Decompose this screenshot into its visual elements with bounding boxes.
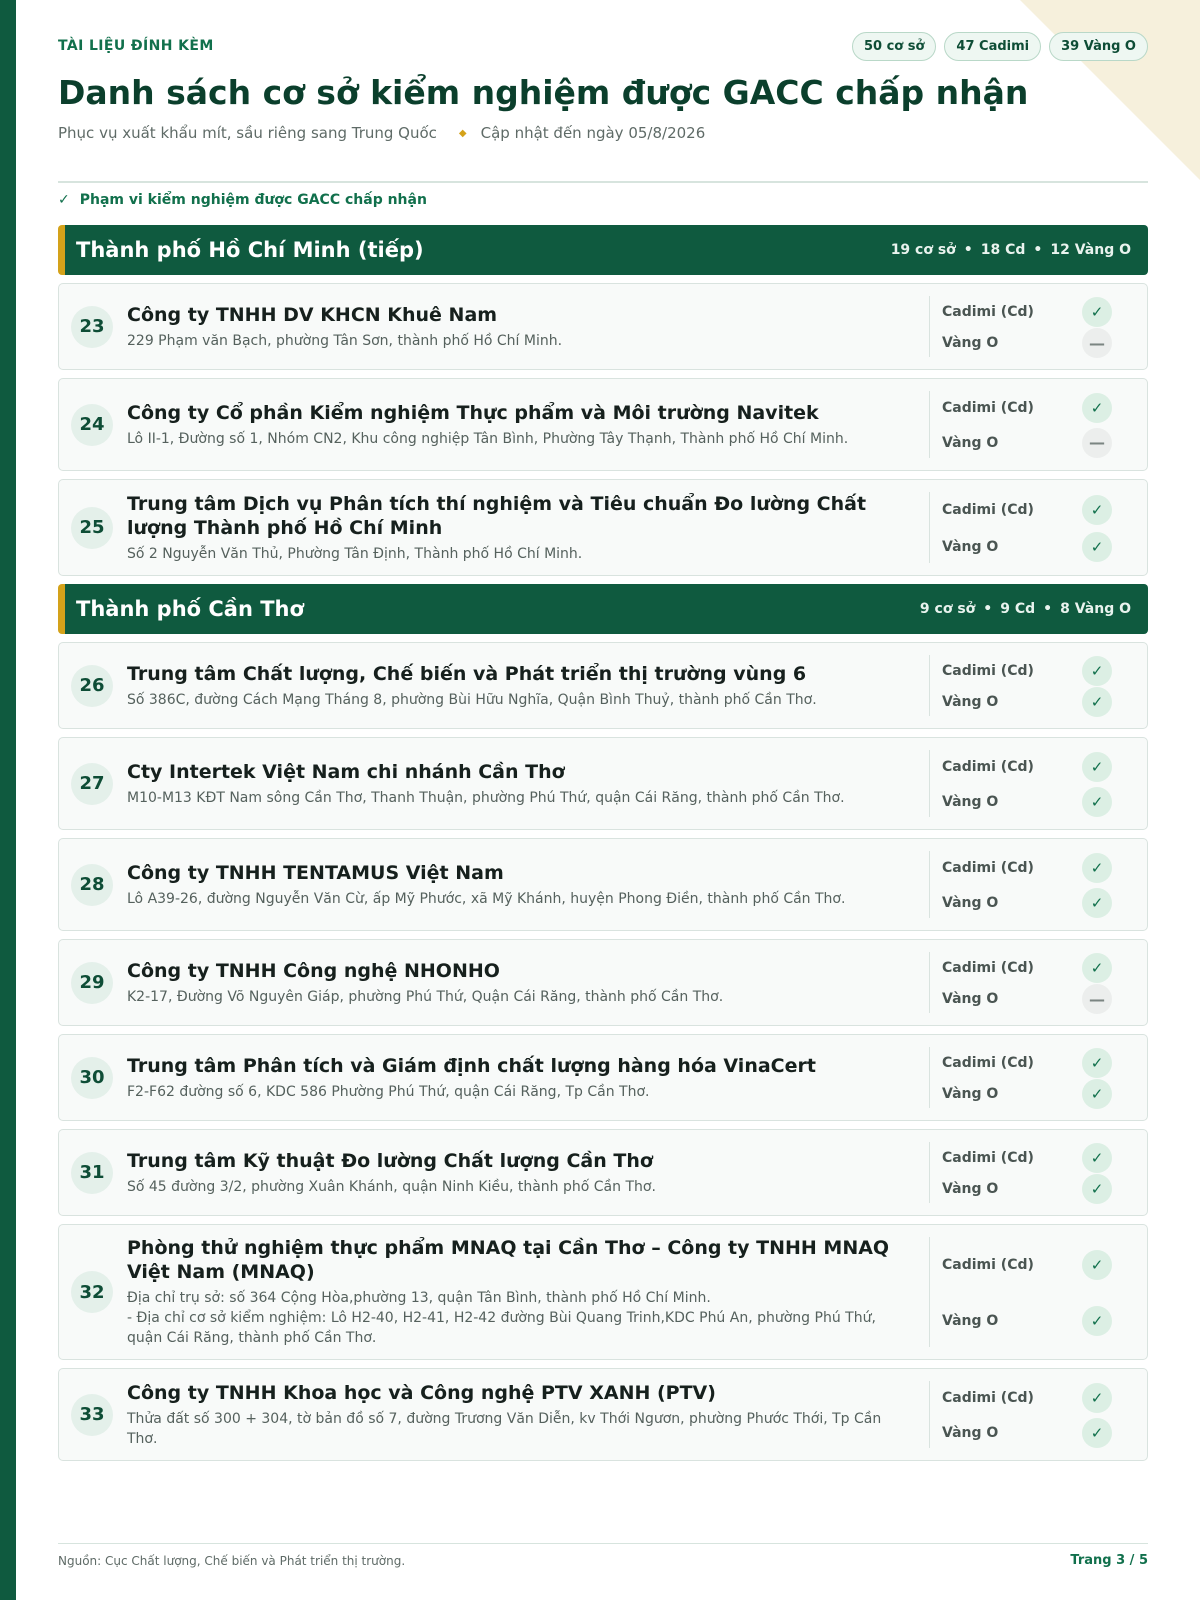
- stats-separator: •: [1043, 601, 1053, 617]
- facility-number: 33: [71, 1394, 113, 1436]
- page-subtitle: [58, 124, 705, 142]
- check-icon: ✓: [1082, 1079, 1112, 1109]
- group-stat: 8 Vàng O: [1060, 601, 1131, 617]
- check-icon: ✓: [1082, 1143, 1112, 1173]
- facility-card: [58, 642, 1148, 729]
- scope-label-cadimi: Cadimi (Cd): [942, 1149, 1034, 1166]
- scope-row-vang-o: [942, 984, 1140, 1014]
- group-name: Thành phố Cần Thơ: [76, 597, 304, 621]
- scope-checks: [929, 391, 1140, 458]
- group-header: [58, 584, 1148, 634]
- facility-name: Trung tâm Phân tích và Giám định chất lượng hàng hóa VinaCert: [127, 1054, 816, 1077]
- facility-name: Công ty Cổ phần Kiểm nghiệm Thực phẩm và Môi trường Navitek: [127, 401, 819, 424]
- facility-address: K2-17, Đường Võ Nguyên Giáp, phường Phú Thứ, Quận Cái Răng, thành phố Cần Thơ.: [127, 988, 724, 1005]
- scope-label-vang-o: Vàng O: [942, 1313, 999, 1329]
- group-stat: 12 Vàng O: [1050, 242, 1131, 258]
- check-icon: ✓: [1082, 1250, 1112, 1280]
- scope-checks: [929, 851, 1140, 918]
- facility-info: [127, 391, 907, 459]
- scope-row-cadimi: [942, 495, 1140, 525]
- eyebrow-label: TÀI LIỆU ĐÍNH KÈM: [58, 38, 214, 54]
- scope-row-vang-o: [942, 532, 1140, 562]
- facility-info: [127, 1371, 907, 1459]
- scope-row-vang-o: [942, 687, 1140, 717]
- scope-label-vang-o: Vàng O: [942, 1086, 999, 1103]
- facility-number: 32: [71, 1271, 113, 1313]
- scope-label-vang-o: Vàng O: [942, 335, 999, 352]
- check-icon: ✓: [1082, 1174, 1112, 1204]
- facility-address: Thửa đất số 300 + 304, tờ bản đồ số 7, đường Trương Văn Diễn, kv Thới Ngươn, phường Phước Thới, Tp Cần Thơ.: [127, 1410, 882, 1447]
- scope-checks: [929, 492, 1140, 563]
- header-top-row: [58, 38, 1148, 62]
- facility-address: Số 386C, đường Cách Mạng Tháng 8, phường Bùi Hữu Nghĩa, Quận Bình Thuỷ, thành phố Cần Thơ.: [127, 691, 817, 708]
- scope-label-cadimi: Cadimi (Cd): [942, 1054, 1034, 1071]
- scope-label-cadimi: Cadimi (Cd): [942, 400, 1034, 417]
- check-icon: ✓: [1082, 1418, 1112, 1448]
- facility-name: Công ty TNHH TENTAMUS Việt Nam: [127, 861, 504, 884]
- group-header: [58, 225, 1148, 275]
- group-stats: [920, 601, 1131, 617]
- left-accent-bar: [0, 0, 16, 1600]
- stats-separator: •: [1033, 242, 1043, 258]
- scope-checks: [929, 1047, 1140, 1108]
- dash-icon: —: [1082, 984, 1112, 1014]
- facility-name: Công ty TNHH DV KHCN Khuê Nam: [127, 303, 498, 326]
- facility-number: 26: [71, 665, 113, 707]
- facility-address: Lô II-1, Đường số 1, Nhóm CN2, Khu công nghiệp Tân Bình, Phường Tây Thạnh, Thành phố Hồ Chí Minh.: [127, 430, 849, 447]
- scope-row-vang-o: [942, 1418, 1140, 1448]
- facility-address: Địa chỉ trụ sở: số 364 Cộng Hòa,phường 13, quận Tân Bình, thành phố Hồ Chí Minh. - Địa chỉ cơ sở kiểm nghiệm: Lô H2-40, H2-41, H2-42 đường Bùi Quang Trinh,KDC Phú An, phường Phú Thứ, quận Cái Răng, thành phố Cần Thơ.: [127, 1290, 876, 1346]
- facility-number: 31: [71, 1152, 113, 1194]
- check-icon: ✓: [1082, 1383, 1112, 1413]
- facility-name: Công ty TNHH Khoa học và Công nghệ PTV XANH (PTV): [127, 1381, 716, 1404]
- facility-info: [127, 482, 907, 574]
- facility-number: 27: [71, 763, 113, 805]
- scope-label-cadimi: Cadimi (Cd): [942, 959, 1034, 976]
- facility-number: 30: [71, 1057, 113, 1099]
- check-icon: ✓: [1082, 953, 1112, 983]
- facility-card: [58, 283, 1148, 370]
- subtitle-updated: Cập nhật đến ngày 05/8/2026: [480, 124, 706, 142]
- facility-info: [127, 652, 907, 720]
- facility-number: 29: [71, 962, 113, 1004]
- facility-card: [58, 479, 1148, 576]
- scope-row-vang-o: [942, 328, 1140, 358]
- scope-row-vang-o: [942, 428, 1140, 458]
- scope-row-vang-o: [942, 888, 1140, 918]
- scope-label-cadimi: Cadimi (Cd): [942, 502, 1034, 519]
- facility-address: Số 2 Nguyễn Văn Thủ, Phường Tân Định, Thành phố Hồ Chí Minh.: [127, 545, 583, 562]
- stats-separator: •: [983, 601, 993, 617]
- check-icon: ✓: [1082, 532, 1112, 562]
- group-stat: 9 cơ sở: [919, 601, 976, 617]
- group-stats: [891, 242, 1131, 258]
- scope-label-cadimi: Cadimi (Cd): [942, 1390, 1034, 1407]
- scope-checks: [929, 1237, 1140, 1347]
- facility-card: [58, 1368, 1148, 1461]
- page-title: Danh sách cơ sở kiểm nghiệm được GACC chấp nhận: [58, 73, 1029, 112]
- facility-address: Số 45 đường 3/2, phường Xuân Khánh, quận Ninh Kiều, thành phố Cần Thơ.: [127, 1178, 656, 1195]
- scope-row-vang-o: [942, 787, 1140, 817]
- check-icon: ✓: [1082, 752, 1112, 782]
- scope-checks: [929, 1381, 1140, 1448]
- facility-card: [58, 939, 1148, 1026]
- facility-name: Cty Intertek Việt Nam chi nhánh Cần Thơ: [127, 760, 565, 783]
- summary-pill-cadimi: 47 Cadimi: [944, 32, 1041, 61]
- facility-card: [58, 1224, 1148, 1360]
- facility-name: Công ty TNHH Công nghệ NHONHO: [127, 959, 500, 982]
- scope-label-vang-o: Vàng O: [942, 1181, 999, 1198]
- corner-decoration: [1020, 0, 1200, 180]
- scope-checks: [929, 1142, 1140, 1203]
- scope-checks: [929, 655, 1140, 716]
- facility-info: [127, 949, 907, 1017]
- facility-address: 229 Phạm văn Bạch, phường Tân Sơn, thành phố Hồ Chí Minh.: [127, 332, 563, 349]
- scope-row-cadimi: [942, 752, 1140, 782]
- check-icon: ✓: [1082, 1048, 1112, 1078]
- stats-separator: •: [963, 242, 973, 258]
- scope-row-cadimi: [942, 1383, 1140, 1413]
- diamond-icon: ◆: [458, 128, 467, 139]
- check-icon: ✓: [1082, 888, 1112, 918]
- scope-row-cadimi: [942, 953, 1140, 983]
- group-stat: 18 Cd: [980, 242, 1026, 258]
- facility-info: [127, 851, 907, 919]
- summary-pill-vang-o: 39 Vàng O: [1049, 32, 1148, 61]
- group-stat: 9 Cd: [1000, 601, 1036, 617]
- scope-label-vang-o: Vàng O: [942, 434, 999, 451]
- facility-card: [58, 378, 1148, 471]
- scope-note: [58, 192, 427, 208]
- subtitle-purpose: Phục vụ xuất khẩu mít, sầu riêng sang Trung Quốc: [58, 124, 437, 142]
- check-icon: ✓: [1082, 297, 1112, 327]
- facility-address: Lô A39-26, đường Nguyễn Văn Cừ, ấp Mỹ Phước, xã Mỹ Khánh, huyện Phong Điền, thành phố Cần Thơ.: [127, 890, 846, 907]
- facility-number: 24: [71, 404, 113, 446]
- summary-pill-facilities: 50 cơ sở: [852, 32, 936, 61]
- scope-checks: [929, 296, 1140, 357]
- check-icon: ✓: [1082, 1306, 1112, 1336]
- scope-row-cadimi: [942, 1250, 1140, 1280]
- scope-row-cadimi: [942, 1048, 1140, 1078]
- check-icon: ✓: [1082, 393, 1112, 423]
- facility-card: [58, 1034, 1148, 1121]
- facility-number: 23: [71, 306, 113, 348]
- scope-row-cadimi: [942, 1143, 1140, 1173]
- scope-label-cadimi: Cadimi (Cd): [942, 1257, 1034, 1273]
- scope-label-vang-o: Vàng O: [942, 793, 999, 810]
- check-icon: ✓: [1082, 495, 1112, 525]
- scope-row-cadimi: [942, 656, 1140, 686]
- scope-row-vang-o: [942, 1306, 1140, 1336]
- facility-info: [127, 1226, 907, 1358]
- scope-checks: [929, 750, 1140, 817]
- facility-info: [127, 1044, 907, 1112]
- scope-row-vang-o: [942, 1174, 1140, 1204]
- facility-list: [58, 225, 1148, 1469]
- facility-card: [58, 1129, 1148, 1216]
- scope-row-cadimi: [942, 297, 1140, 327]
- scope-label: Phạm vi kiểm nghiệm được GACC chấp nhận: [79, 192, 427, 208]
- scope-label-vang-o: Vàng O: [942, 538, 999, 555]
- scope-label-cadimi: Cadimi (Cd): [942, 662, 1034, 679]
- scope-row-cadimi: [942, 393, 1140, 423]
- scope-label-cadimi: Cadimi (Cd): [942, 860, 1034, 877]
- scope-label-vang-o: Vàng O: [942, 694, 999, 711]
- facility-info: [127, 750, 907, 818]
- scope-label-cadimi: Cadimi (Cd): [942, 303, 1034, 320]
- page-number: Trang 3 / 5: [1070, 1553, 1148, 1568]
- scope-label-vang-o: Vàng O: [942, 1424, 999, 1441]
- check-icon: ✓: [1082, 687, 1112, 717]
- scope-row-cadimi: [942, 853, 1140, 883]
- facility-name: Trung tâm Dịch vụ Phân tích thí nghiệm và Tiêu chuẩn Đo lường Chất lượng Thành phố Hồ Chí Minh: [127, 492, 867, 539]
- scope-checks: [929, 952, 1140, 1013]
- footer-divider: [58, 1543, 1148, 1544]
- check-icon: ✓: [1082, 787, 1112, 817]
- facility-number: 28: [71, 864, 113, 906]
- facility-address: M10-M13 KĐT Nam sông Cần Thơ, Thanh Thuận, phường Phú Thứ, quận Cái Răng, thành phố Cần Thơ.: [127, 789, 845, 806]
- facility-info: [127, 293, 907, 361]
- facility-card: [58, 838, 1148, 931]
- dash-icon: —: [1082, 328, 1112, 358]
- summary-pills: [852, 32, 1148, 61]
- facility-name: Trung tâm Kỹ thuật Đo lường Chất lượng Cần Thơ: [127, 1149, 653, 1172]
- facility-number: 25: [71, 507, 113, 549]
- dash-icon: —: [1082, 428, 1112, 458]
- facility-card: [58, 737, 1148, 830]
- group-name: Thành phố Hồ Chí Minh (tiếp): [76, 238, 424, 262]
- scope-label-cadimi: Cadimi (Cd): [942, 759, 1034, 776]
- facility-info: [127, 1139, 907, 1207]
- check-icon: ✓: [1082, 656, 1112, 686]
- check-icon: ✓: [1082, 853, 1112, 883]
- scope-row-vang-o: [942, 1079, 1140, 1109]
- scope-label-vang-o: Vàng O: [942, 894, 999, 911]
- scope-label-vang-o: Vàng O: [942, 991, 999, 1008]
- footer-source: Nguồn: Cục Chất lượng, Chế biến và Phát triển thị trường.: [58, 1554, 406, 1568]
- facility-name: Trung tâm Chất lượng, Chế biến và Phát triển thị trường vùng 6: [127, 662, 807, 685]
- check-icon: ✓: [58, 192, 70, 208]
- group-stat: 19 cơ sở: [890, 242, 956, 258]
- facility-address: F2-F62 đường số 6, KDC 586 Phường Phú Thứ, quận Cái Răng, Tp Cần Thơ.: [127, 1083, 650, 1100]
- header-divider: [58, 181, 1148, 183]
- facility-name: Phòng thử nghiệm thực phẩm MNAQ tại Cần Thơ – Công ty TNHH MNAQ Việt Nam (MNAQ): [127, 1237, 890, 1283]
